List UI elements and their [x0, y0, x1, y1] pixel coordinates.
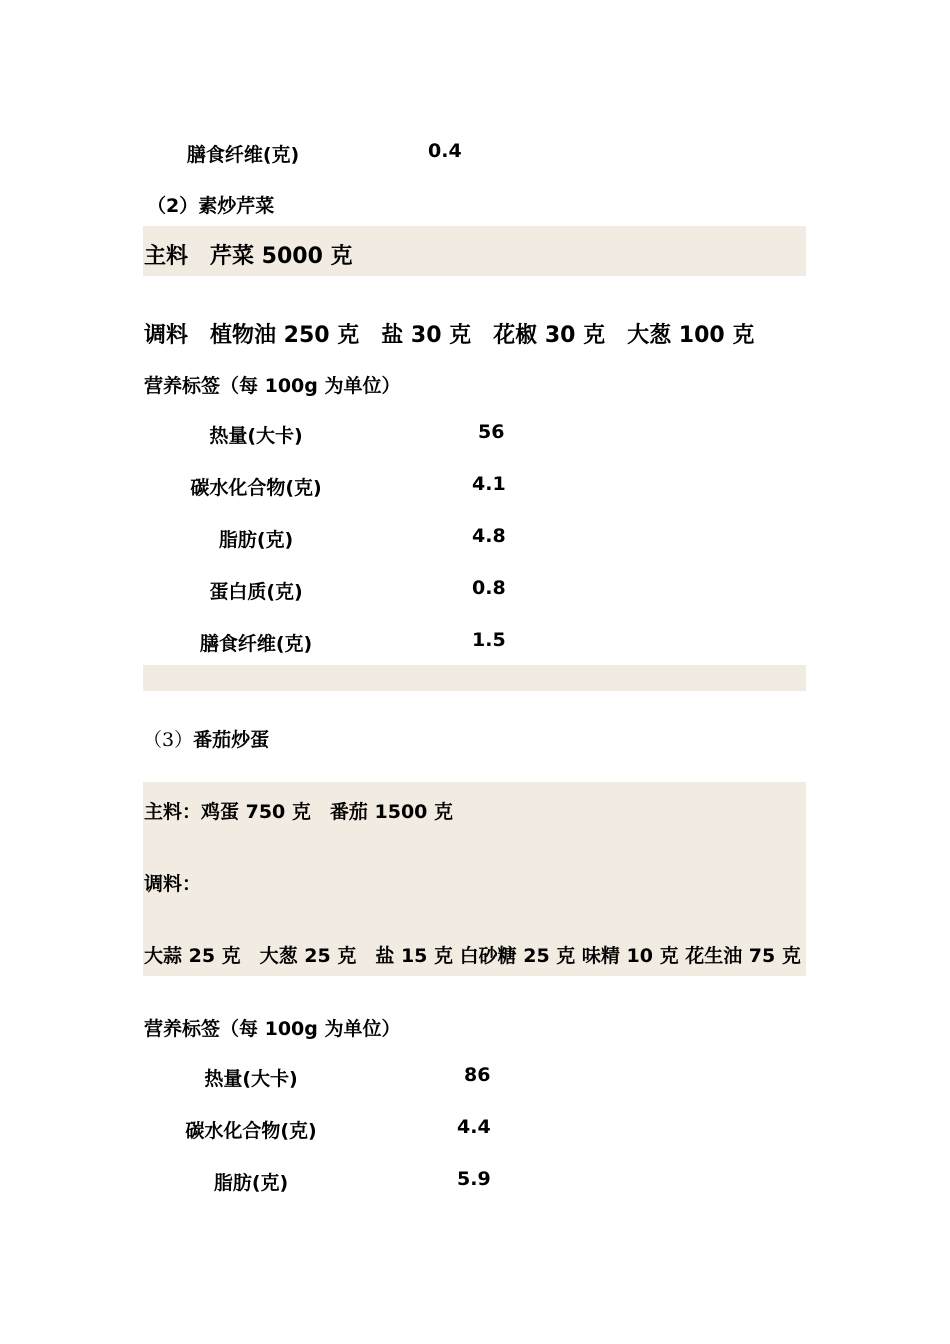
dish2-nutrition-value: 0.8: [472, 577, 506, 599]
dish3-nutrition-value: 86: [464, 1064, 491, 1086]
dish2-nutrition-value: 1.5: [472, 629, 506, 651]
dish2-main-ingredients: 主料 芹菜 5000 克: [144, 244, 353, 269]
dish2-nutrition-label: 脂肪(克): [218, 529, 294, 551]
dish3-nutrition-value: 4.4: [457, 1116, 491, 1138]
dish2-nutrition-value: 56: [478, 421, 505, 443]
dish3-nutrition-value: 5.9: [457, 1168, 491, 1190]
dish2-nutrition-value: 4.8: [472, 525, 506, 547]
dish3-title: [143, 725, 269, 752]
dish2-nutrition-label: 热量(大卡): [209, 425, 303, 447]
dish2-nutrition-label: 碳水化合物(克): [190, 477, 322, 499]
dish3-nutrition-label: 热量(大卡): [204, 1068, 298, 1090]
dish2-bottom-band: [143, 665, 806, 691]
dish3-main-ingredients: 主料：鸡蛋 750 克 番茄 1500 克: [144, 801, 454, 823]
dish2-title: （2）素炒芹菜: [147, 195, 275, 217]
dish2-nutrition-label: 膳食纤维(克): [199, 633, 313, 655]
dish3-nutrition-label: 碳水化合物(克): [185, 1120, 317, 1142]
dish2-seasonings: 调料 植物油 250 克 盐 30 克 花椒 30 克 大葱 100 克: [144, 323, 755, 348]
dish2-nutrition-label: 蛋白质(克): [209, 581, 303, 603]
nutrition-value-fiber: 0.4: [428, 140, 462, 162]
dish3-seasonings: 大蒜 25 克 大葱 25 克 盐 15 克 白砂糖 25 克 味精 10 克 花生油 75 克: [144, 945, 801, 967]
dish2-nutrition-heading: 营养标签（每 100g 为单位）: [144, 375, 401, 397]
dish3-seasonings-label: 调料：: [144, 873, 202, 895]
dish3-title-text: 番茄炒蛋: [193, 729, 270, 751]
dish3-title-number: （3）: [143, 729, 194, 751]
dish2-nutrition-value: 4.1: [472, 473, 506, 495]
dish3-nutrition-label: 脂肪(克): [213, 1172, 289, 1194]
nutrition-label-fiber: 膳食纤维(克): [186, 144, 300, 166]
dish3-nutrition-heading: 营养标签（每 100g 为单位）: [144, 1018, 401, 1040]
